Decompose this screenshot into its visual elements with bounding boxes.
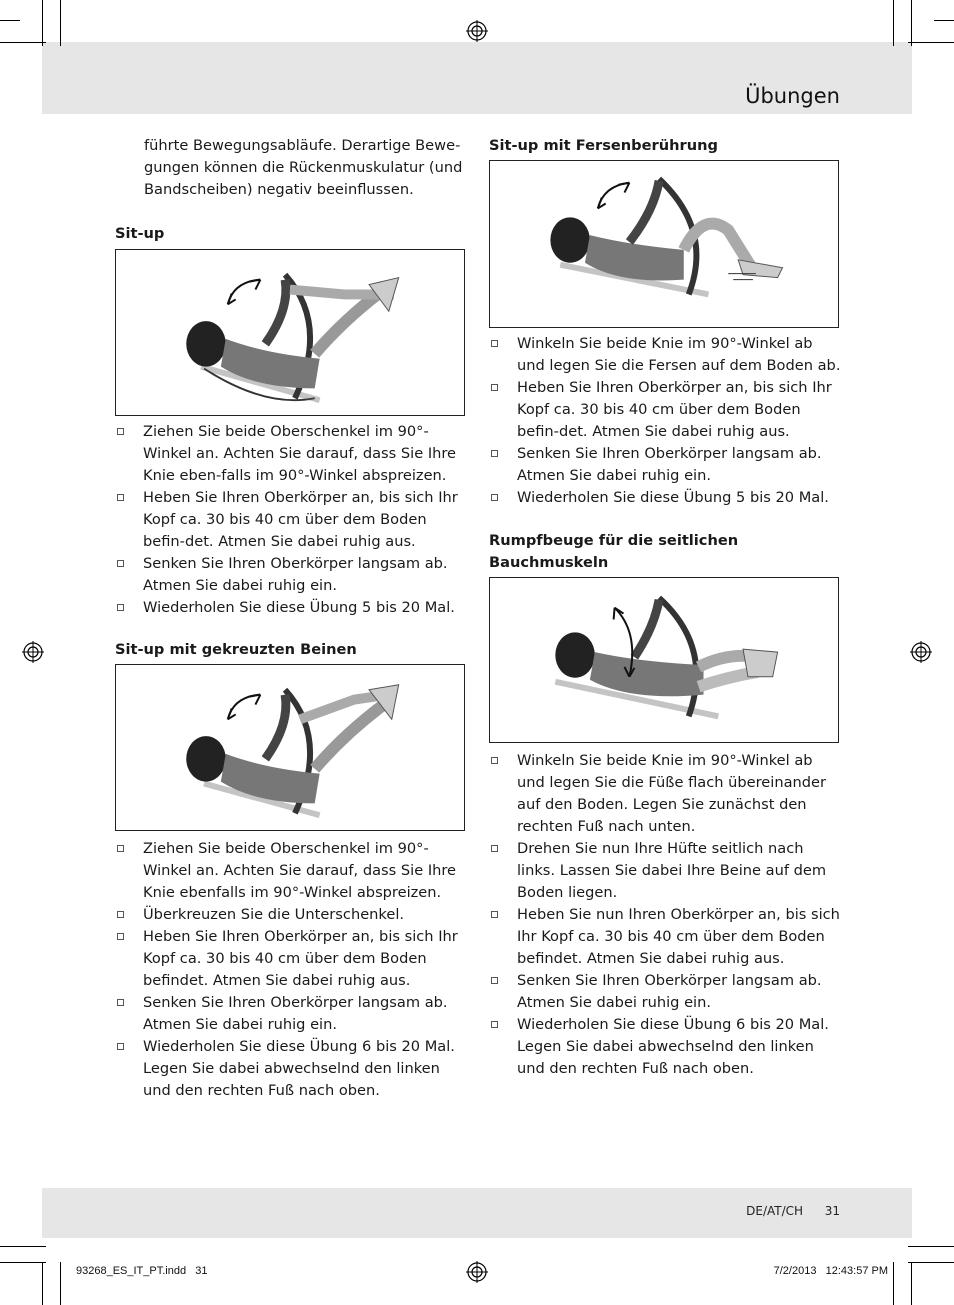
list-item: Ziehen Sie beide Oberschenkel im 90°-Winkel an. Achten Sie darauf, dass Sie Ihre Knie eben-falls im 90°-Winkel abspreizen. — [115, 421, 467, 487]
registration-mark-icon — [466, 20, 488, 42]
figure-sit-up — [115, 249, 465, 416]
page-title: Übungen — [745, 84, 840, 108]
list-item: Senken Sie Ihren Oberkörper langsam ab. Atmen Sie dabei ruhig ein. — [115, 553, 467, 597]
checkbox-bullet-icon — [491, 757, 498, 764]
section-title-side-crunch: Rumpfbeuge für die seitlichen Bauchmuskeln — [489, 532, 739, 571]
checkbox-bullet-icon — [117, 1043, 124, 1050]
heel-touch-illustration — [490, 161, 838, 327]
list-item: Heben Sie Ihren Oberkörper an, bis sich Ihr Kopf ca. 30 bis 40 cm über dem Boden befin-det. Atmen Sie dabei ruhig aus. — [489, 377, 841, 443]
checkbox-bullet-icon — [117, 933, 124, 940]
footer-label — [746, 1204, 840, 1218]
list-item: Wiederholen Sie diese Übung 5 bis 20 Mal. — [115, 597, 467, 619]
slug-date: 7/2/2013 12:43:57 PM — [773, 1265, 888, 1277]
list-item: Wiederholen Sie diese Übung 5 bis 20 Mal. — [489, 487, 841, 509]
list-item: Heben Sie Ihren Oberkörper an, bis sich Ihr Kopf ca. 30 bis 40 cm über dem Boden befindet. Atmen Sie dabei ruhig aus. — [115, 926, 467, 992]
intro-line: führte Bewegungsabläufe. Derartige Bewe- — [144, 137, 461, 154]
left-column — [115, 135, 467, 201]
crossed-legs-illustration — [116, 665, 464, 830]
checkbox-bullet-icon — [491, 1021, 498, 1028]
list-item: Senken Sie Ihren Oberkörper langsam ab. Atmen Sie dabei ruhig ein. — [115, 992, 467, 1036]
sit-up-illustration — [116, 250, 464, 415]
checkbox-bullet-icon — [491, 340, 498, 347]
list-item: Senken Sie Ihren Oberkörper langsam ab. Atmen Sie dabei ruhig ein. — [489, 443, 841, 487]
section-title-crossed-legs: Sit-up mit gekreuzten Beinen — [115, 641, 357, 658]
list-item: Heben Sie Ihren Oberkörper an, bis sich Ihr Kopf ca. 30 bis 40 cm über dem Boden befin-det. Atmen Sie dabei ruhig aus. — [115, 487, 467, 553]
checkbox-bullet-icon — [117, 999, 124, 1006]
intro-paragraph — [115, 135, 467, 201]
figure-sit-up-crossed-legs — [115, 664, 465, 831]
figure-side-crunch — [489, 577, 839, 743]
checkbox-bullet-icon — [117, 845, 124, 852]
checkbox-bullet-icon — [491, 911, 498, 918]
checkbox-bullet-icon — [491, 384, 498, 391]
list-item: Wiederholen Sie diese Übung 6 bis 20 Mal. Legen Sie dabei abwechselnd den linken und den rechten Fuß nach oben. — [115, 1036, 467, 1102]
registration-mark-icon — [910, 641, 932, 663]
list-item: Ziehen Sie beide Oberschenkel im 90°-Winkel an. Achten Sie darauf, dass Sie Ihre Knie ebenfalls im 90°-Winkel abspreizen. — [115, 838, 467, 904]
checkbox-bullet-icon — [117, 911, 124, 918]
list-item: Winkeln Sie beide Knie im 90°-Winkel ab und legen Sie die Fersen auf dem Boden ab. — [489, 333, 841, 377]
figure-sit-up-heel-touch — [489, 160, 839, 328]
heel-touch-steps — [489, 333, 841, 509]
checkbox-bullet-icon — [491, 845, 498, 852]
checkbox-bullet-icon — [117, 428, 124, 435]
side-crunch-illustration — [490, 578, 838, 742]
registration-mark-icon — [466, 1261, 488, 1283]
slug-file: 93268_ES_IT_PT.indd 31 — [76, 1265, 208, 1277]
checkbox-bullet-icon — [491, 977, 498, 984]
intro-line: gungen können die Rückenmuskulatur (und — [144, 159, 463, 176]
page-number: 31 — [824, 1204, 840, 1218]
checkbox-bullet-icon — [491, 450, 498, 457]
sit-up-steps — [115, 421, 467, 619]
checkbox-bullet-icon — [117, 560, 124, 567]
list-item: Wiederholen Sie diese Übung 6 bis 20 Mal. Legen Sie dabei abwechselnd den linken und den rechten Fuß nach oben. — [489, 1014, 841, 1080]
checkbox-bullet-icon — [117, 494, 124, 501]
list-item: Heben Sie nun Ihren Oberkörper an, bis sich Ihr Kopf ca. 30 bis 40 cm über dem Boden befindet. Atmen Sie dabei ruhig aus. — [489, 904, 841, 970]
side-crunch-steps — [489, 750, 841, 1080]
intro-line: Bandscheiben) negativ beeinflussen. — [144, 181, 414, 198]
list-item: Überkreuzen Sie die Unterschenkel. — [115, 904, 467, 926]
footer-region: DE/AT/CH — [746, 1204, 804, 1218]
registration-mark-icon — [22, 641, 44, 663]
list-item: Senken Sie Ihren Oberkörper langsam ab. Atmen Sie dabei ruhig ein. — [489, 970, 841, 1014]
checkbox-bullet-icon — [491, 494, 498, 501]
section-title-heel-touch: Sit-up mit Fersenberührung — [489, 137, 718, 154]
crossed-legs-steps — [115, 838, 467, 1102]
list-item: Winkeln Sie beide Knie im 90°-Winkel ab und legen Sie die Füße flach übereinander auf den Boden. Legen Sie zunächst den rechten Fuß nach unten. — [489, 750, 841, 838]
checkbox-bullet-icon — [117, 604, 124, 611]
list-item: Drehen Sie nun Ihre Hüfte seitlich nach links. Lassen Sie dabei Ihre Beine auf dem Boden liegen. — [489, 838, 841, 904]
section-title-sit-up: Sit-up — [115, 225, 165, 242]
